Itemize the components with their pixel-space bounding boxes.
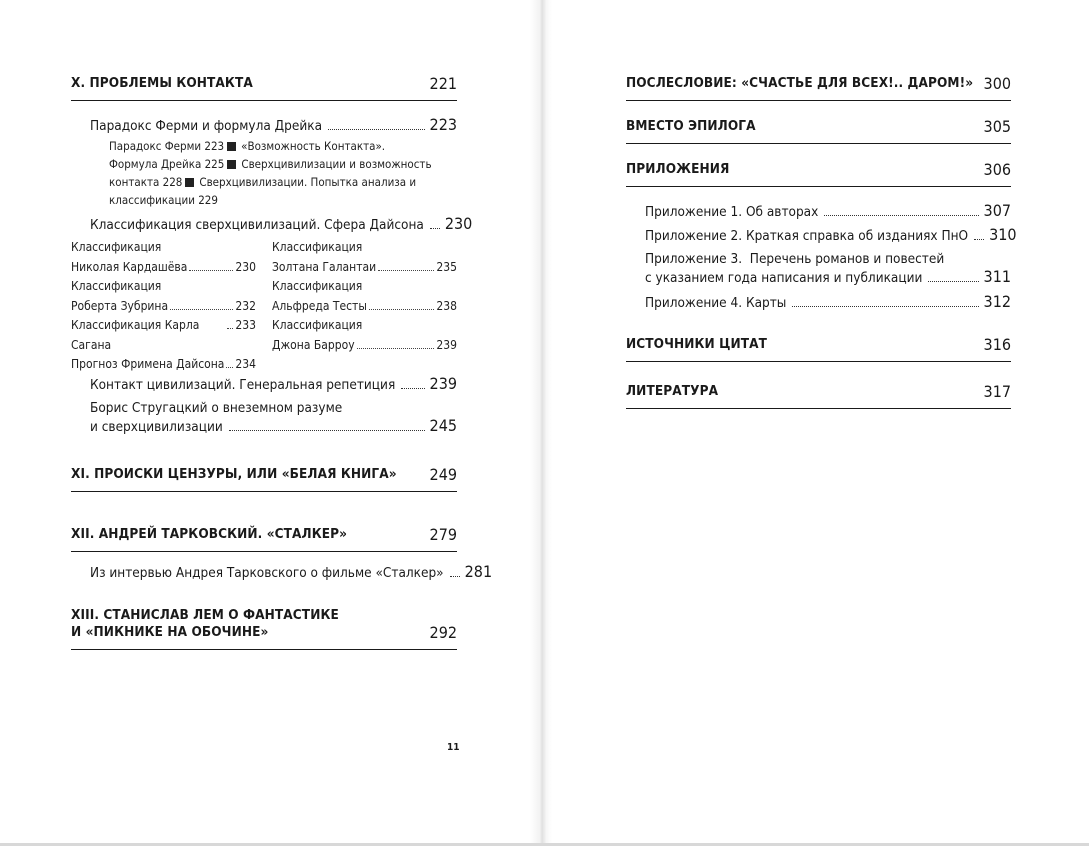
- leader-dots: [227, 328, 233, 329]
- entry-page: 307: [983, 201, 1011, 220]
- afterword-heading[interactable]: [626, 75, 1011, 101]
- cls-page: 239: [436, 337, 457, 352]
- leader-dots: [189, 270, 233, 271]
- page-folio: 11: [447, 742, 460, 753]
- entry-title: Борис Стругацкий о внеземном разуме: [90, 400, 343, 416]
- literature-title: ЛИТЕРАТУРА: [626, 383, 719, 399]
- afterword-title: ПОСЛЕСЛОВИЕ: «СЧАСТЬЕ ДЛЯ ВСЕХ!.. ДАРОМ!»: [626, 75, 974, 91]
- entry-title: и сверхцивилизации: [90, 419, 223, 435]
- entry-details-fermi: [109, 137, 434, 209]
- classification-col-right: [272, 238, 457, 355]
- book-gutter-shadow: [530, 0, 552, 846]
- toc-entry-appendix-2[interactable]: [645, 225, 1017, 245]
- toc-entry-fermi-drake[interactable]: [90, 116, 457, 135]
- entry-title: Классификация сверхцивилизаций. Сфера Дайсона: [90, 217, 424, 233]
- leader-dots: [450, 576, 460, 577]
- appendices-heading[interactable]: [626, 161, 1011, 187]
- leader-dots: [401, 388, 424, 389]
- leader-dots: [229, 430, 425, 431]
- appendices-page: 306: [983, 160, 1011, 179]
- chapter-xi-page: 249: [429, 465, 457, 484]
- cls-name: Роберта Зубрина: [71, 298, 169, 313]
- cls-entry-kardashev[interactable]: [71, 258, 256, 278]
- leader-dots: [226, 367, 233, 368]
- cls-entry-zubrin[interactable]: [71, 297, 256, 317]
- square-bullet-icon: [227, 142, 236, 151]
- sources-title: ИСТОЧНИКИ ЦИТАТ: [626, 336, 768, 352]
- chapter-xiii-title-line1: XIII. СТАНИСЛАВ ЛЕМ О ФАНТАСТИКЕ: [71, 607, 339, 623]
- entry-page: 312: [983, 292, 1011, 311]
- cls-entry-barrow[interactable]: [272, 336, 457, 356]
- cls-name: Прогноз Фримена Дайсона: [71, 357, 225, 371]
- leader-dots: [369, 309, 435, 310]
- afterword-page: 300: [983, 74, 1011, 93]
- instead-epilogue-title: ВМЕСТО ЭПИЛОГА: [626, 118, 756, 134]
- entry-page: 230: [444, 214, 473, 233]
- chapter-xiii-title: [71, 607, 339, 641]
- entry-page: 311: [983, 267, 1011, 286]
- detail-text: Сверхцивилизации и возможность контакта 228: [109, 157, 432, 189]
- literature-page: 317: [983, 382, 1011, 401]
- chapter-xiii-page: 292: [429, 623, 457, 642]
- sources-page: 316: [983, 335, 1011, 354]
- entry-title-line2: [90, 417, 457, 436]
- cls-line: Классификация: [272, 279, 363, 293]
- left-page: [0, 0, 540, 846]
- chapter-x-heading[interactable]: [71, 75, 457, 101]
- chapter-xi-title: XI. ПРОИСКИ ЦЕНЗУРЫ, ИЛИ «БЕЛАЯ КНИГА»: [71, 466, 397, 482]
- leader-dots: [792, 306, 978, 307]
- instead-epilogue-page: 305: [983, 117, 1011, 136]
- chapter-xii-heading[interactable]: [71, 526, 457, 552]
- cls-page: 234: [235, 357, 256, 371]
- entry-title: Контакт цивилизаций. Генеральная репетиция: [90, 377, 396, 393]
- entry-page: 223: [429, 115, 457, 134]
- cls-name: Джона Барроу: [272, 337, 355, 352]
- entry-page: 281: [464, 562, 493, 581]
- toc-entry-tarkovsky-interview[interactable]: [90, 562, 493, 582]
- cls-page: 235: [436, 259, 457, 274]
- cls-name: Золтана Галантаи: [272, 259, 377, 274]
- cls-line: Классификация: [272, 240, 363, 254]
- toc-entry-appendix-3[interactable]: [645, 251, 1011, 287]
- cls-page: 230: [235, 259, 256, 274]
- cls-line: Классификация: [272, 318, 363, 332]
- instead-epilogue-heading[interactable]: [626, 118, 1011, 144]
- entry-title: Из интервью Андрея Тарковского о фильме «Сталкер»: [90, 565, 444, 581]
- cls-page: 238: [436, 298, 457, 313]
- chapter-xiii-title-line2: И «ПИКНИКЕ НА ОБОЧИНЕ»: [71, 624, 269, 640]
- entry-title: Приложение 1. Об авторах: [645, 204, 819, 220]
- toc-entry-contact-rehearsal[interactable]: [90, 375, 457, 394]
- entry-title-line2: [645, 268, 1011, 287]
- chapter-xiii-heading[interactable]: [71, 607, 457, 650]
- leader-dots: [328, 129, 425, 130]
- cls-name: Николая Кардашёва: [71, 259, 188, 274]
- cls-name: Альфреда Тесты: [272, 298, 367, 313]
- toc-entry-appendix-1[interactable]: [645, 202, 1011, 221]
- detail-text: Сверхцивилизации. Попытка анализа и классификации 229: [109, 175, 417, 207]
- cls-name: Классификация Карла Сагана: [71, 318, 200, 352]
- toc-entry-appendix-4[interactable]: [645, 293, 1011, 312]
- entry-page: 239: [429, 374, 457, 393]
- cls-entry-sagan[interactable]: [71, 316, 256, 355]
- cls-entry-dyson[interactable]: [71, 355, 256, 375]
- cls-entry-galantai[interactable]: [272, 258, 457, 278]
- square-bullet-icon: [227, 160, 236, 169]
- leader-dots: [357, 348, 435, 349]
- chapter-x-page: 221: [429, 74, 457, 93]
- entry-title: Приложение 2. Краткая справка об изданиях ПнО: [645, 228, 969, 244]
- leader-dots: [430, 228, 440, 229]
- entry-page: 310: [989, 225, 1017, 244]
- leader-dots: [824, 215, 978, 216]
- leader-dots: [378, 270, 434, 271]
- detail-text: «Возможность Контакта». Формула Дрейка 225: [109, 139, 386, 171]
- entry-title: Приложение 4. Карты: [645, 295, 787, 311]
- classification-col-left: [71, 238, 256, 375]
- leader-dots: [974, 239, 984, 240]
- literature-heading[interactable]: [626, 383, 1011, 409]
- toc-entry-dyson-sphere[interactable]: [90, 214, 473, 234]
- entry-title: Парадокс Ферми и формула Дрейка: [90, 118, 323, 134]
- detail-text: Парадокс Ферми 223: [109, 139, 225, 153]
- entry-title: Приложение 3. Перечень романов и повестей: [645, 251, 945, 267]
- chapter-xii-page: 279: [429, 525, 457, 544]
- leader-dots: [170, 309, 233, 310]
- chapter-xii-title: XII. АНДРЕЙ ТАРКОВСКИЙ. «СТАЛКЕР»: [71, 526, 348, 542]
- chapter-x-title: X. ПРОБЛЕМЫ КОНТАКТА: [71, 75, 253, 91]
- cls-page: 233: [235, 318, 256, 332]
- cls-line: Классификация: [71, 279, 162, 293]
- cls-line: Классификация: [71, 240, 162, 254]
- appendices-title: ПРИЛОЖЕНИЯ: [626, 161, 730, 177]
- entry-title: с указанием года написания и публикации: [645, 270, 923, 286]
- cls-entry-testa[interactable]: [272, 297, 457, 317]
- entry-page: 245: [429, 416, 457, 435]
- toc-entry-strugatsky-reason[interactable]: [90, 400, 457, 436]
- right-page: [540, 0, 1089, 846]
- leader-dots: [928, 281, 978, 282]
- sources-heading[interactable]: [626, 336, 1011, 362]
- square-bullet-icon: [185, 178, 194, 187]
- entry-title-line1: [645, 251, 1011, 268]
- chapter-xi-heading[interactable]: [71, 466, 457, 492]
- entry-title-line1: [90, 400, 457, 417]
- cls-page: 232: [235, 298, 256, 313]
